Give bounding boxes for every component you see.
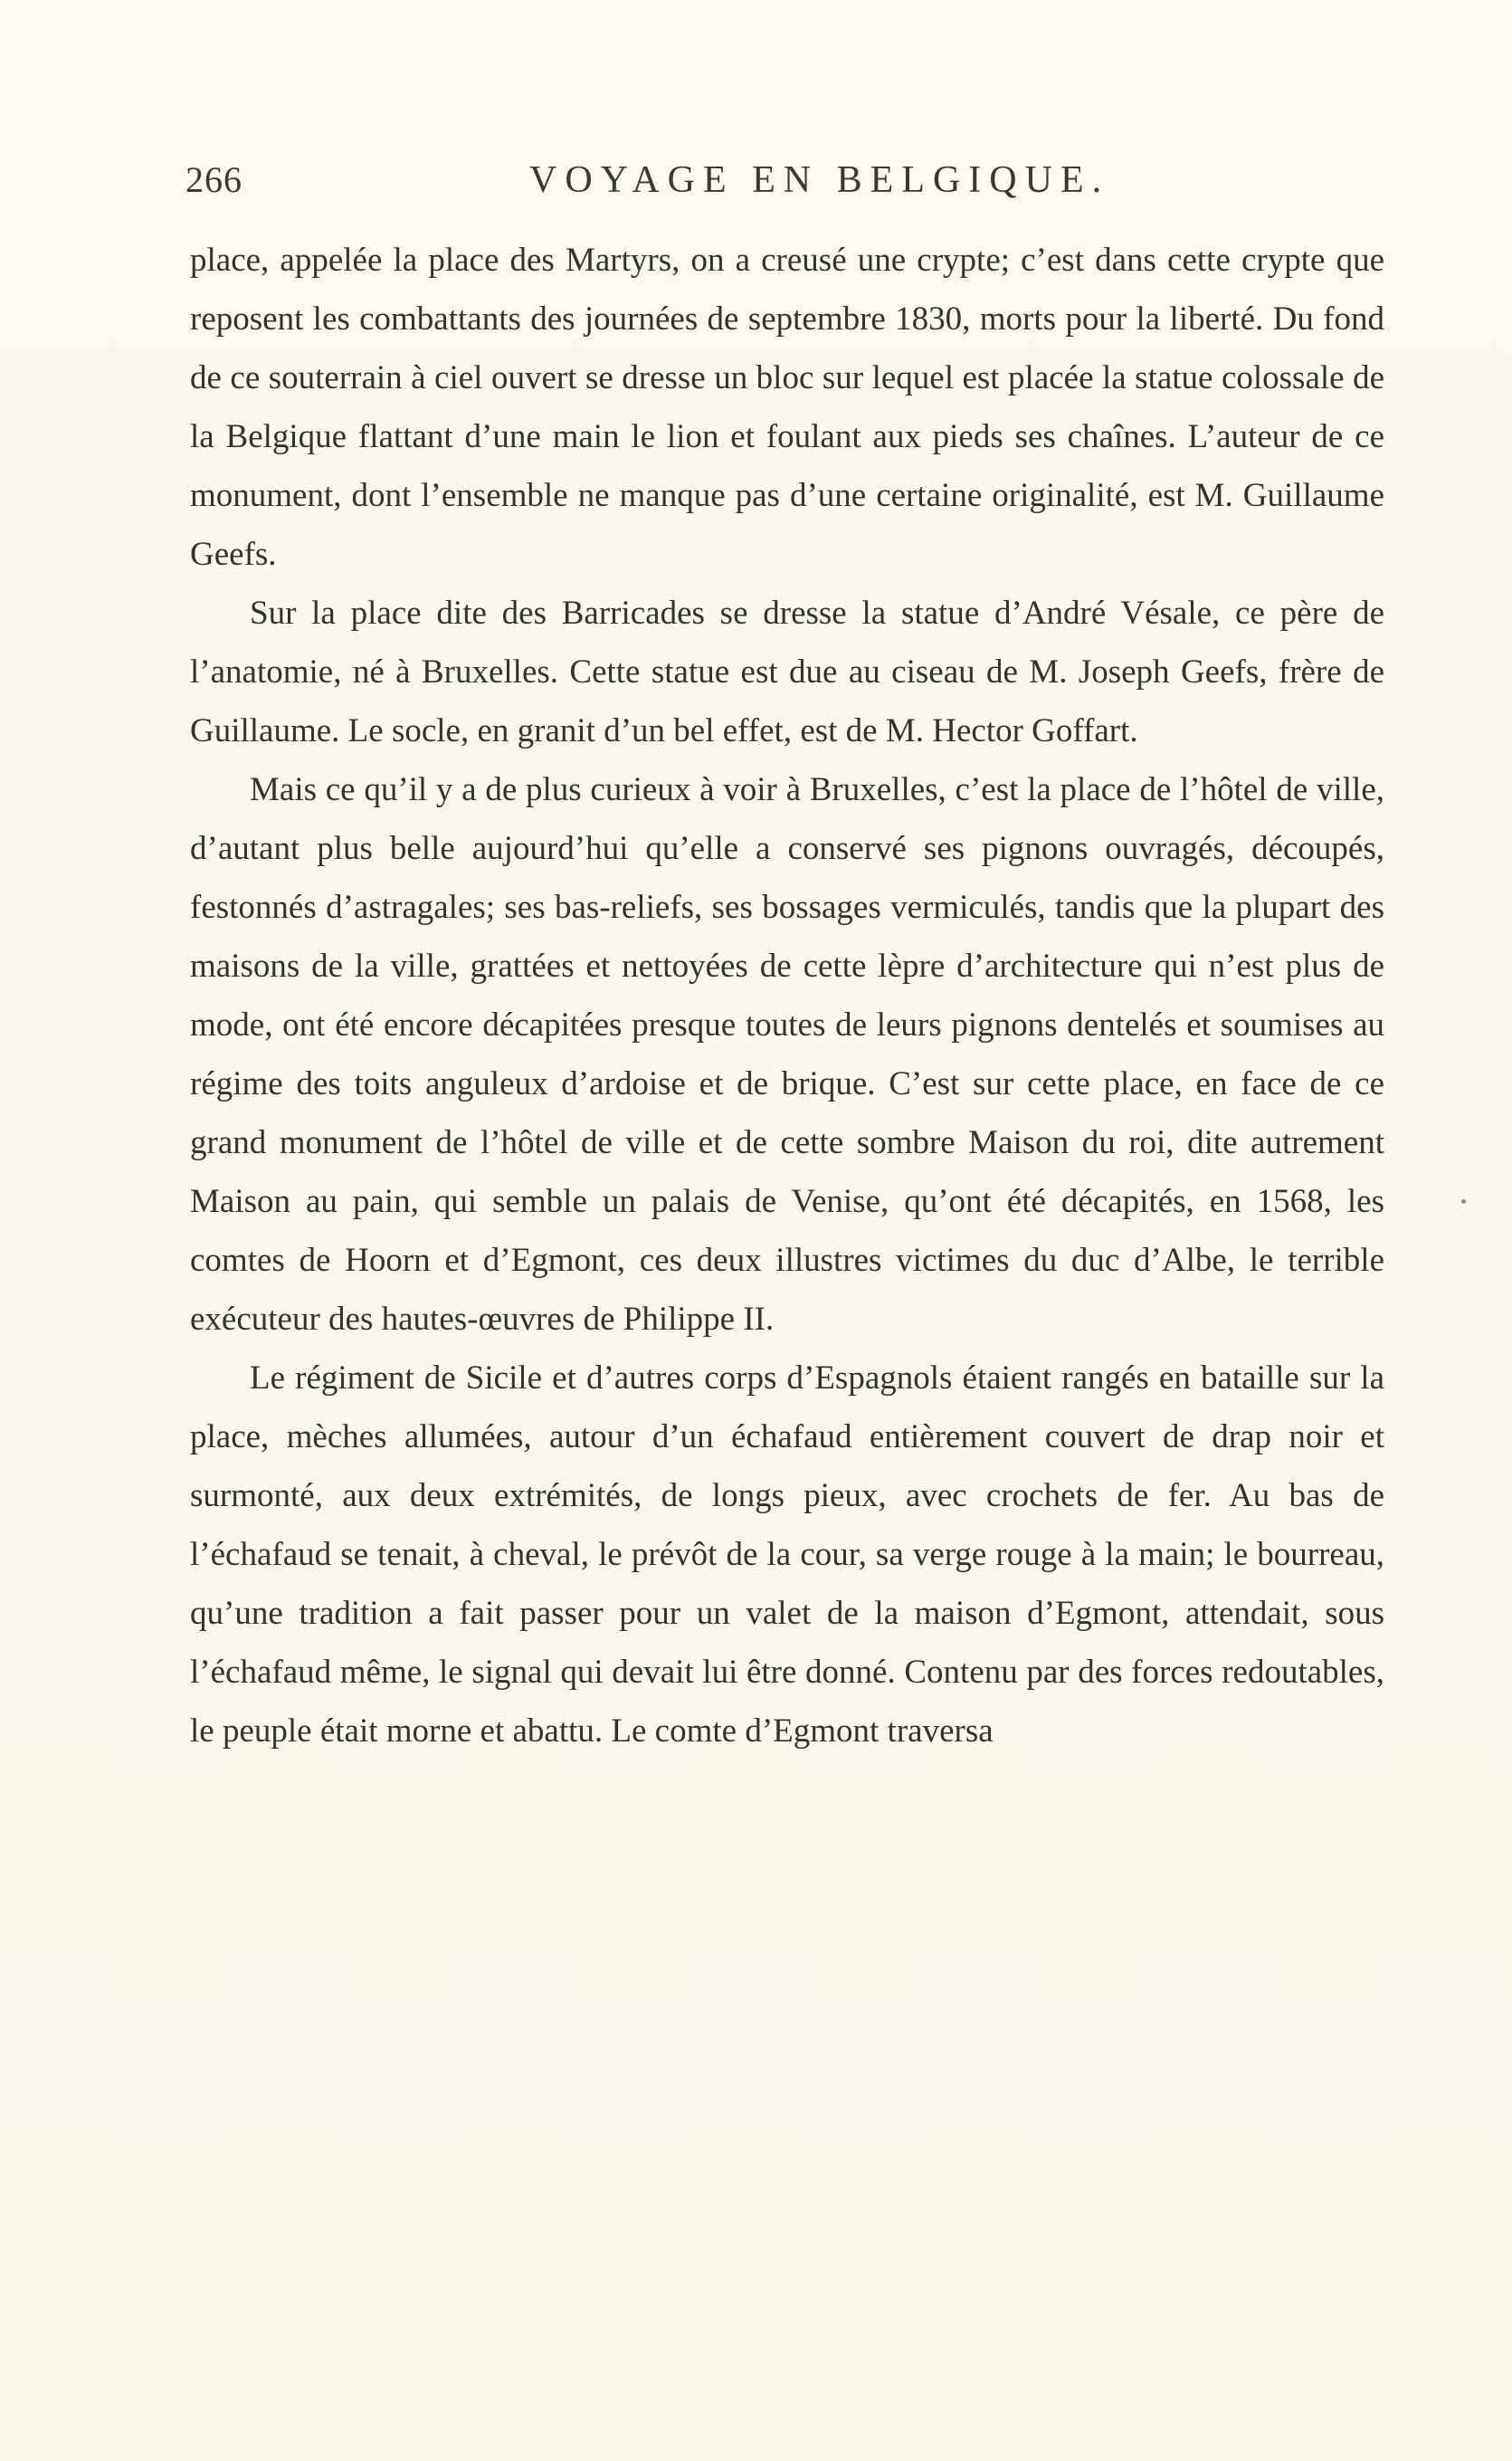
paragraph-execution: Le régiment de Sicile et d’autres corps d’Espagnols étaient rangés en bataille sur la place, mèches allumées, autour d’un échafaud entièrement couvert de drap noir et surmonté, aux deux extrémités, de longs pieux, avec crochets de fer. Au bas de l’échafaud se tenait, à cheval, le prévôt de la cour, sa verge rouge à la main; le bourreau, qu’une tradition a fait passer pour un valet de la maison d’Egmont, attendait, sous l’échafaud même, le signal qui devait lui être donné. Contenu par des forces redoutables, le peuple était morne et abattu. Le comte d’Egmont traversa: [190, 1359, 1384, 1750]
page-header: [185, 158, 1389, 213]
paragraph-hotel-de-ville: Mais ce qu’il y a de plus curieux à voir à Bruxelles, c’est la place de l’hôtel de ville, d’autant plus belle aujourd’hui qu’elle a conservé ses pignons ouvragés, découpés, festonnés d’astragales; ses bas-reliefs, ses bossages vermiculés, tandis que la plupart des maisons de la ville, grattées et nettoyées de cette lèpre d’architecture qui n’est plus de mode, ont été encore décapitées presque toutes de leurs pignons dentelés et soumises au régime des toits anguleux d’ardoise et de brique. C’est sur cette place, en face de ce grand monument de l’hôtel de ville et de cette sombre Maison du roi, dite autrement Maison au pain, qui semble un palais de Venise, qu’ont été décapités, en 1568, les comtes de Hoorn et d’Egmont, ces deux illustres victimes du duc d’Albe, le terrible exécuteur des hautes-œuvres de Philippe II.: [190, 771, 1384, 1338]
paragraph-martyrs: place, appelée la place des Martyrs, on a creusé une crypte; c’est dans cette crypte que reposent les combattants des journées de septembre 1830, morts pour la liberté. Du fond de ce souterrain à ciel ouvert se dresse un bloc sur lequel est placée la statue colossale de la Belgique flattant d’une main le lion et foulant aux pieds ses chaînes. L’auteur de ce monument, dont l’ensemble ne manque pas d’une certaine originalité, est M. Guillaume Geefs.: [190, 242, 1384, 573]
running-title: VOYAGE EN BELGIQUE.: [529, 159, 1110, 201]
page-number: 266: [185, 159, 242, 200]
margin-ink-speck: [1461, 1199, 1466, 1204]
paragraph-vesale: Sur la place dite des Barricades se dresse la statue d’André Vésale, ce père de l’anatomie, né à Bruxelles. Cette statue est due au ciseau de M. Joseph Geefs, frère de Guillaume. Le socle, en granit d’un bel effet, est de M. Hector Goffart.: [190, 595, 1384, 749]
body-text: [190, 231, 1384, 1760]
